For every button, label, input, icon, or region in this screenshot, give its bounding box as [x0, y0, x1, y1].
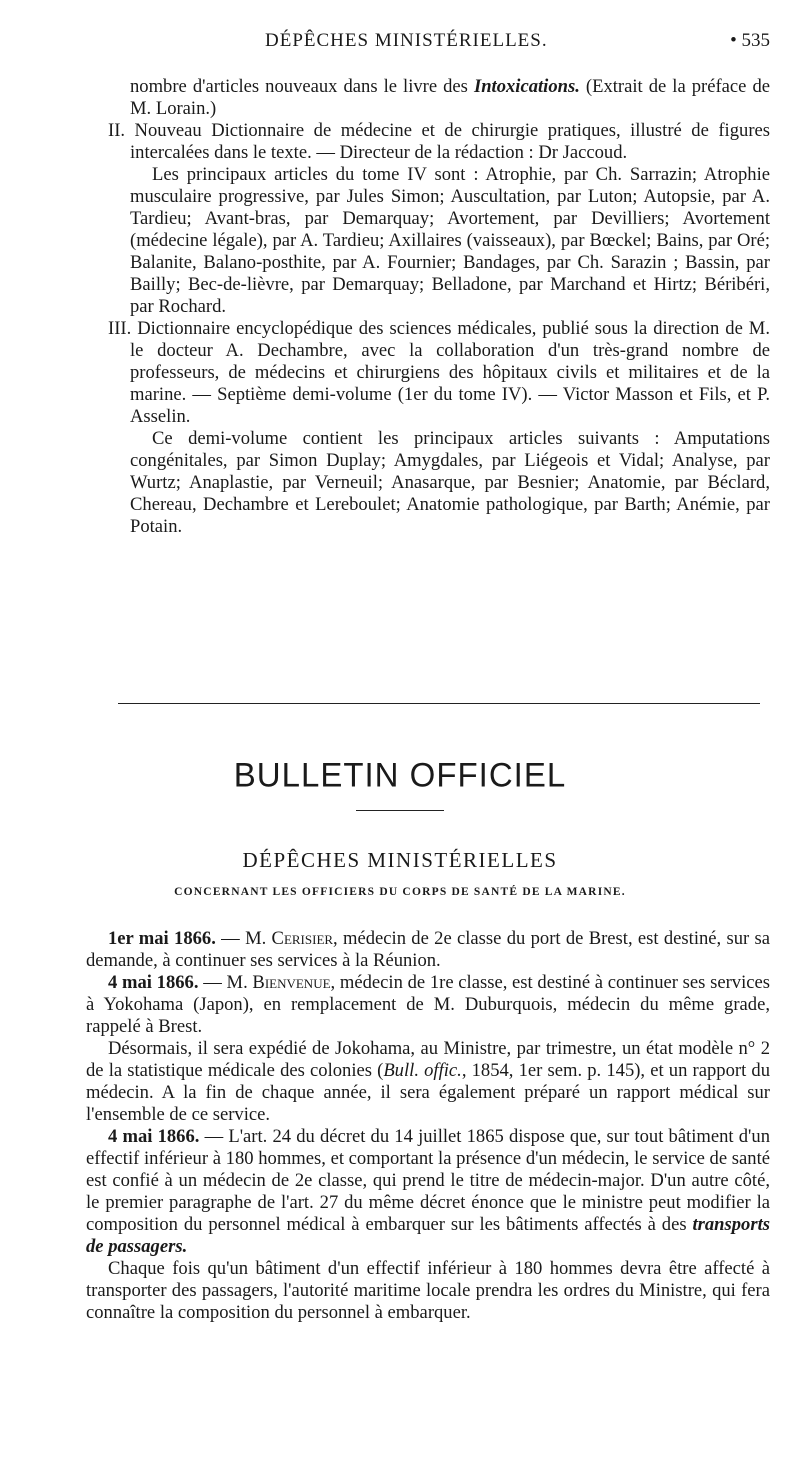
- paragraph-intoxications: nombre d'articles nouveaux dans le livre des Intoxications. (Extrait de la préface de M. Lorain.): [130, 76, 770, 119]
- page-header: [110, 30, 770, 60]
- running-title: DÉPÊCHES MINISTÉRIELLES.: [265, 30, 548, 51]
- paragraph-demi-volume: Ce demi-volume contient les principaux articles suivants : Amputations congénitales, par Simon Duplay; Amygdales, par Liégeois et Vidal; Analyse, par Wurtz; Anaplastie, par Verneuil; Anasarque, par Besnier; Anatomie, par Béclard, Chereau, Dechambre et Lereboulet; Anatomie pathologique, par Barth; Anémie, par Potain.: [130, 428, 770, 537]
- section-subtitle: CONCERNANT LES OFFICIERS DU CORPS DE SANTÉ DE LA MARINE.: [174, 886, 626, 898]
- bulletin-title: BULLETIN OFFICIEL: [233, 755, 567, 794]
- entry-5: Chaque fois qu'un bâtiment d'un effectif inférieur à 180 hommes devra être affecté à transporter des passagers, l'autorité maritime locale prendra les ordres du Ministre, qui fera connaître la composition du personnel à embarquer.: [86, 1258, 770, 1323]
- entry-1: 1er mai 1866. — M. Cerisier, médecin de 2e classe du port de Brest, est destiné, sur sa demande, à continuer ses services à la Réunion.: [86, 928, 770, 971]
- entry-date: 1er mai 1866.: [108, 928, 216, 949]
- entry-date: 4 mai 1866.: [108, 972, 199, 993]
- top-section: [108, 76, 770, 538]
- section-divider: [118, 703, 760, 704]
- section-title: DÉPÊCHES MINISTÉRIELLES: [242, 848, 558, 872]
- short-rule: [356, 810, 444, 811]
- bulletin-entries: [86, 928, 770, 1324]
- entry-2: 4 mai 1866. — M. Bienvenue, médecin de 1re classe, est destiné à continuer ses services à Yokohama (Japon), en remplacement de M. Duburquois, médecin du même grade, rappelé à Brest.: [86, 972, 771, 1037]
- page-number: • 535: [730, 30, 770, 51]
- paragraph-nouveau-dictionnaire: II. Nouveau Dictionnaire de médecine et de chirurgie pratiques, illustré de figures intercalées dans le texte. — Directeur de la rédaction : Dr Jaccoud.: [108, 120, 770, 163]
- paragraph-articles-tome-iv: Les principaux articles du tome IV sont : Atrophie, par Ch. Sarrazin; Atrophie musculaire progressive, par Jules Simon; Auscultation, par Luton; Autopsie, par A. Tardieu; Avant-bras, par Demarquay; Avortement, par Devilliers; Avortement (médecine légale), par A. Tardieu; Axillaires (vaisseaux), par Bœckel; Bains, par Oré; Balanite, Balano-posthite, par A. Fournier; Bandages, par Ch. Sarazin ; Bassin, par Bailly; Bec-de-lièvre, par Demarquay; Belladone, par Marchand et Hirtz; Béribéri, par Rochard.: [130, 164, 770, 317]
- entry-4: 4 mai 1866. — L'art. 24 du décret du 14 juillet 1865 dispose que, sur tout bâtiment d'un effectif inférieur à 180 hommes, et comportant la présence d'un médecin, le service de santé est confié à un médecin de 2e classe, qui prend le titre de médecin-major. D'un autre côté, le premier paragraphe de l'art. 27 du même décret énonce que le ministre peut modifier la composition du personnel médical à embarquer sur les bâtiments affectés à des transports de passagers.: [86, 1126, 770, 1257]
- entry-3: Désormais, il sera expédié de Jokohama, au Ministre, par trimestre, un état modèle n° 2 de la statistique médicale des colonies (Bull. offic., 1854, 1er sem. p. 145), et un rapport du médecin. A la fin de chaque année, il sera également préparé un rapport médical sur l'ensemble de ce service.: [86, 1038, 770, 1125]
- paragraph-dictionnaire-encyclopedique: III. Dictionnaire encyclopédique des sciences médicales, publié sous la direction de M. le docteur A. Dechambre, avec la collaboration d'un très-grand nombre de professeurs, de médecins et chirurgiens des hôpitaux civils et militaires et de la marine. — Septième demi-volume (1er du tome IV). — Victor Masson et Fils, et P. Asselin.: [108, 318, 770, 427]
- entry-date: 4 mai 1866.: [108, 1126, 200, 1147]
